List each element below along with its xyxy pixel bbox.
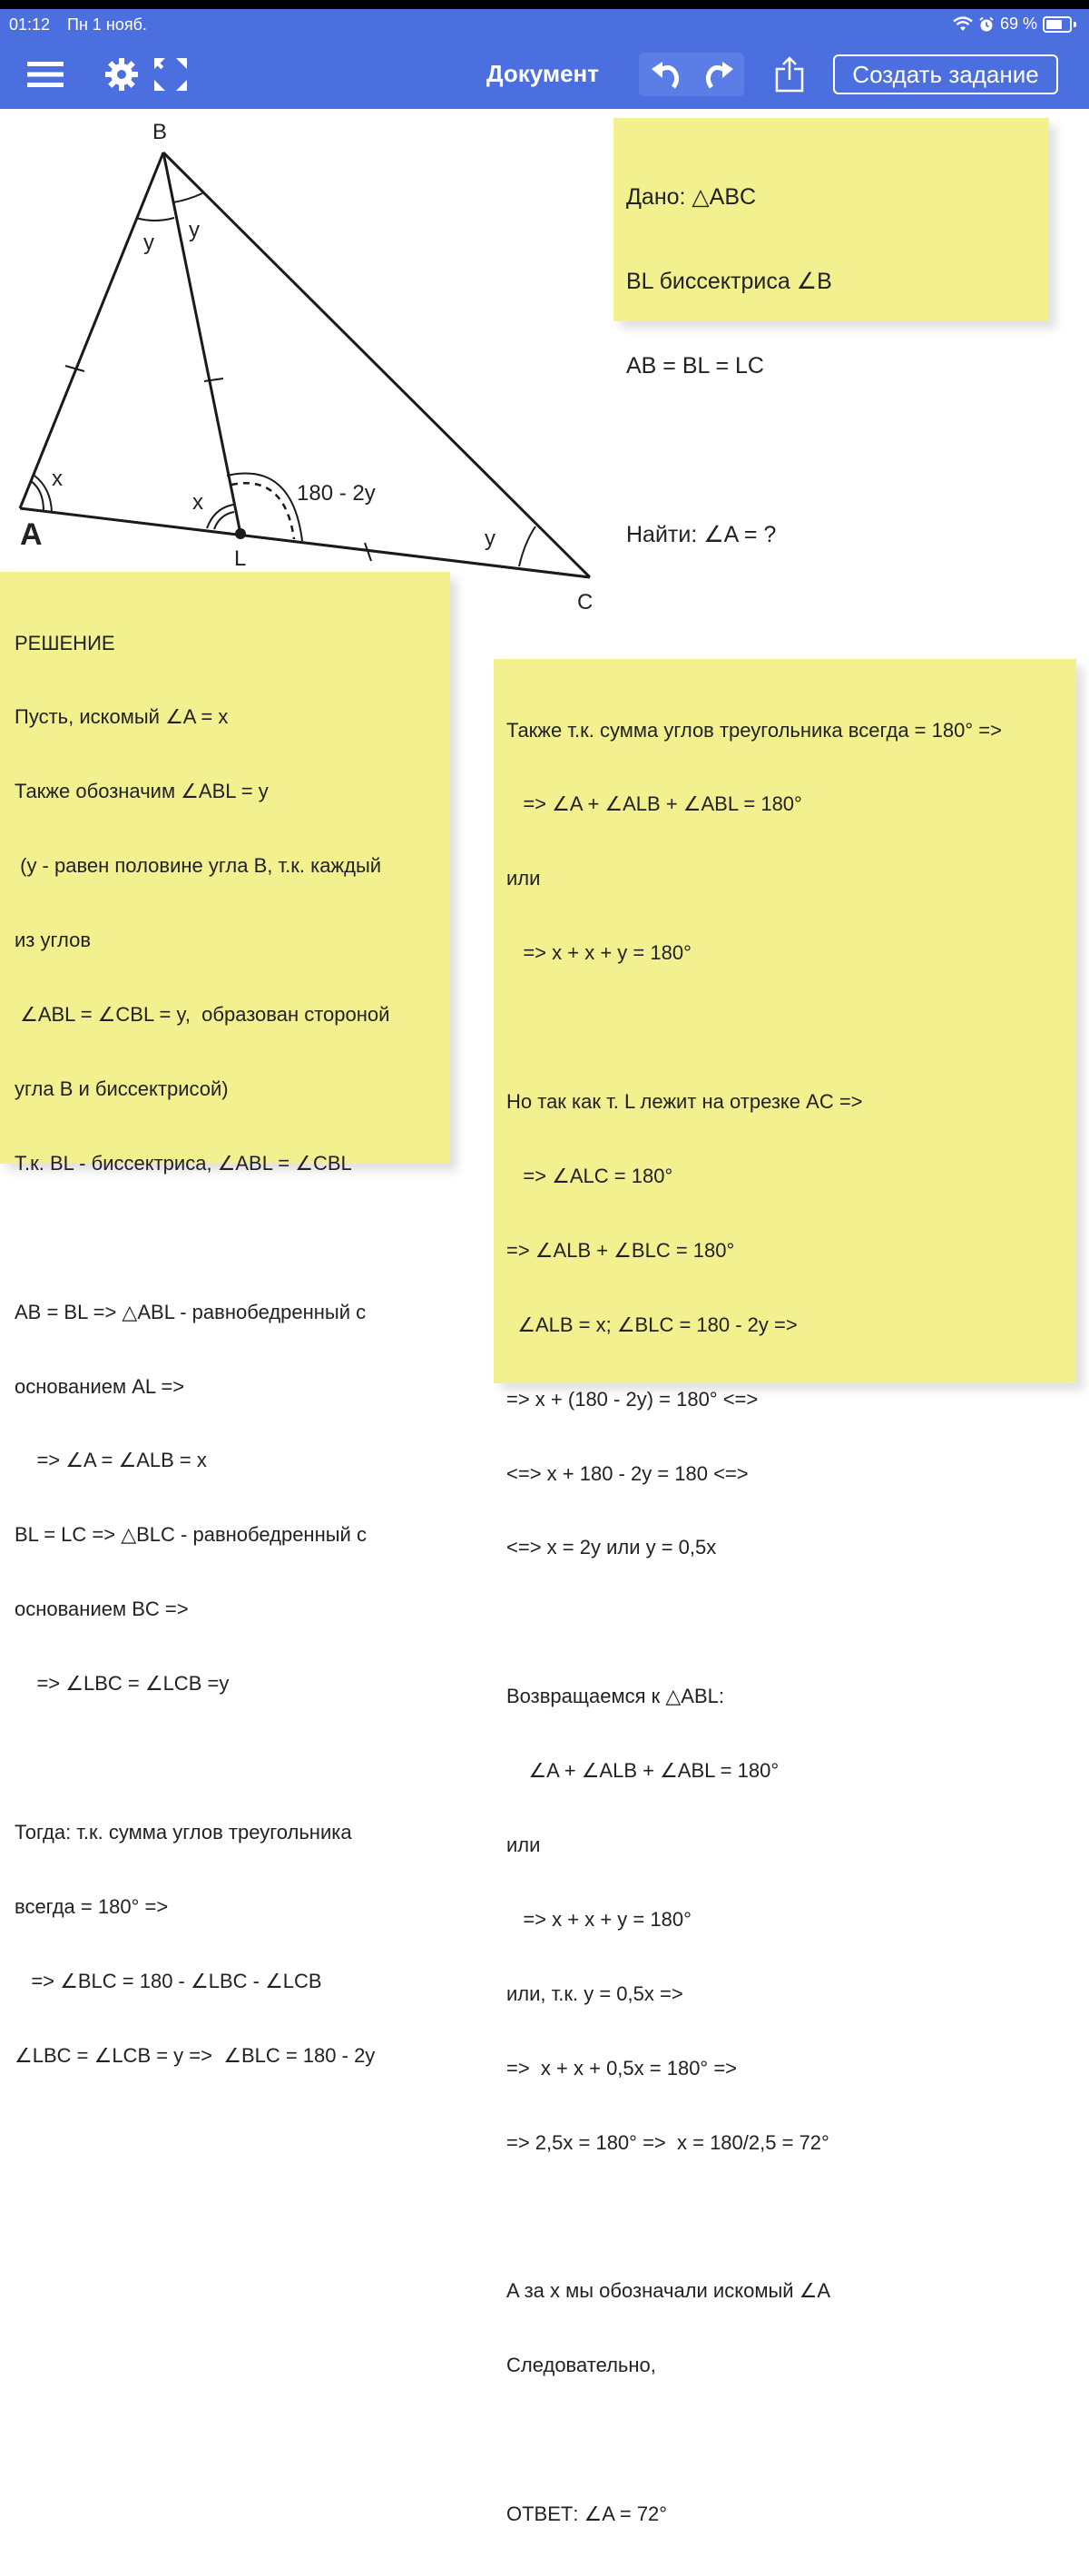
- app-toolbar: [0, 40, 1089, 109]
- angle-cbl-label: y: [189, 218, 200, 242]
- battery-icon: [1043, 16, 1072, 33]
- vertex-a-label: A: [20, 517, 43, 552]
- solution-text: [15, 581, 389, 2117]
- solution-line: угла B и биссектрисой): [15, 1077, 229, 1100]
- given-line: BL биссектриса ∠B: [626, 269, 832, 294]
- continuation-line: ОТВЕТ: ∠A = 72°: [506, 2502, 668, 2525]
- continuation-line: ∠A + ∠ALB + ∠ABL = 180°: [506, 1759, 780, 1783]
- continuation-line: [506, 2204, 1002, 2228]
- angle-c-label: y: [485, 526, 495, 551]
- solution-line: ∠ABL = ∠CBL = y, образован стороной: [15, 1003, 390, 1027]
- solution-line: основанием BC =>: [15, 1598, 189, 1621]
- angle-alb-label: x: [192, 490, 203, 515]
- given-line: AB = BL = LC: [626, 353, 764, 379]
- wifi-icon: [953, 16, 973, 33]
- alarm-icon: [978, 16, 995, 33]
- status-date: Пн 1 нояб.: [67, 15, 147, 34]
- continuation-line: [506, 1609, 1002, 1634]
- continuation-line: => x + (180 - 2y) = 180° <=>: [506, 1387, 759, 1411]
- solution-note[interactable]: [0, 572, 450, 2067]
- hamburger-icon[interactable]: [25, 53, 65, 96]
- redo-icon[interactable]: [697, 56, 741, 93]
- triangle-drawing[interactable]: [0, 109, 635, 617]
- status-bar: [0, 9, 1089, 40]
- vertex-c-label: C: [577, 590, 594, 615]
- solution-line: [15, 1225, 389, 1250]
- arc-a-inner: [31, 481, 44, 511]
- create-task-button[interactable]: Создать задание: [833, 54, 1058, 94]
- document-title: Документ: [486, 60, 599, 87]
- arc-alb-outer: [207, 505, 233, 528]
- battery-percent: 69 %: [999, 15, 1037, 33]
- solution-line: Также обозначим ∠ABL = y: [15, 780, 269, 803]
- solution-line: (y - равен половине угла B, т.к. каждый: [15, 854, 382, 878]
- solution-line: [15, 1745, 389, 1770]
- triangle-svg: [0, 109, 635, 617]
- undo-icon[interactable]: [644, 56, 688, 93]
- point-l: [235, 528, 246, 539]
- battery-fill: [1046, 20, 1062, 29]
- continuation-line: Возвращаемся к △ABL:: [506, 1685, 724, 1708]
- continuation-note[interactable]: [494, 659, 1076, 2525]
- continuation-line: => x + x + y = 180°: [506, 941, 692, 965]
- given-note[interactable]: [613, 118, 1049, 547]
- tick-bl: [204, 379, 223, 381]
- solution-line: РЕШЕНИЕ: [15, 631, 115, 654]
- given-text: [626, 127, 832, 605]
- continuation-line: => x + x + 0,5x = 180° =>: [506, 2056, 738, 2079]
- angle-blc-label: 180 - 2y: [297, 481, 376, 506]
- continuation-line: Но так как т. L лежит на отрезке AC =>: [506, 1090, 863, 1114]
- side-ac: [20, 508, 590, 577]
- share-icon[interactable]: [770, 53, 809, 96]
- side-ab: [20, 152, 163, 508]
- continuation-line: => ∠ALB + ∠BLC = 180°: [506, 1238, 735, 1262]
- continuation-line: [506, 2427, 1002, 2452]
- fullscreen-icon[interactable]: [151, 53, 191, 96]
- continuation-line: => ∠ALC = 180°: [506, 1164, 673, 1187]
- solution-line: => ∠LBC = ∠LCB =y: [15, 1672, 230, 1696]
- vertex-b-label: B: [152, 120, 168, 144]
- continuation-line: [506, 1015, 1002, 1039]
- status-time: 01:12: [9, 15, 51, 34]
- continuation-line: => 2,5x = 180° => x = 180/2,5 = 72°: [506, 2130, 829, 2154]
- gear-icon[interactable]: [102, 53, 142, 96]
- continuation-line: => ∠A + ∠ALB + ∠ABL = 180°: [506, 792, 802, 816]
- continuation-line: => x + x + y = 180°: [506, 1907, 692, 1931]
- angle-a-label: x: [52, 467, 63, 491]
- angle-abl-label: y: [143, 231, 154, 255]
- solution-line: всегда = 180° =>: [15, 1894, 169, 1918]
- continuation-text: [506, 668, 1002, 2576]
- solution-line: AB = BL => △ABL - равнобедренный с: [15, 1300, 367, 1323]
- given-line: Найти: ∠A = ?: [626, 522, 777, 547]
- status-indicators: [953, 15, 1076, 34]
- solution-line: из углов: [15, 929, 92, 952]
- top-bezel: [0, 0, 1089, 9]
- solution-line: BL = LC => △BLC - равнобедренный с: [15, 1523, 367, 1547]
- given-line: [626, 437, 832, 465]
- undo-redo-group: [639, 53, 744, 96]
- arc-c: [519, 526, 535, 566]
- solution-line: основанием AL =>: [15, 1374, 185, 1398]
- solution-line: Т.к. BL - биссектриса, ∠ABL = ∠CBL: [15, 1151, 352, 1175]
- bisector-bl: [163, 152, 240, 534]
- given-line: Дано: △ABC: [626, 184, 757, 210]
- continuation-line: Также т.к. сумма углов треугольника всегда = 180° =>: [506, 718, 1002, 742]
- solution-line: => ∠BLC = 180 - ∠LBC - ∠LCB: [15, 1969, 322, 1992]
- arc-alb-inner: [214, 512, 234, 529]
- battery-tip: [1074, 22, 1076, 27]
- solution-line: Пусть, искомый ∠A = x: [15, 705, 229, 729]
- continuation-line: или, т.к. y = 0,5x =>: [506, 1981, 683, 2005]
- arc-cbl: [173, 193, 202, 202]
- solution-line: Тогда: т.к. сумма углов треугольника: [15, 1820, 352, 1844]
- continuation-line: или: [506, 867, 541, 890]
- arc-abl: [136, 218, 174, 221]
- continuation-line: или: [506, 1833, 541, 1856]
- solution-line: ∠LBC = ∠LCB = y => ∠BLC = 180 - 2y: [15, 2043, 376, 2067]
- continuation-line: A за x мы обозначали искомый ∠A: [506, 2279, 831, 2303]
- vertex-l-label: L: [234, 546, 247, 571]
- continuation-line: Следовательно,: [506, 2354, 656, 2377]
- solution-line: => ∠A = ∠ALB = x: [15, 1449, 207, 1472]
- continuation-line: ∠ALB = x; ∠BLC = 180 - 2y =>: [506, 1313, 798, 1336]
- continuation-line: <=> x + 180 - 2y = 180 <=>: [506, 1461, 749, 1485]
- continuation-line: <=> x = 2y или y = 0,5x: [506, 1536, 717, 1559]
